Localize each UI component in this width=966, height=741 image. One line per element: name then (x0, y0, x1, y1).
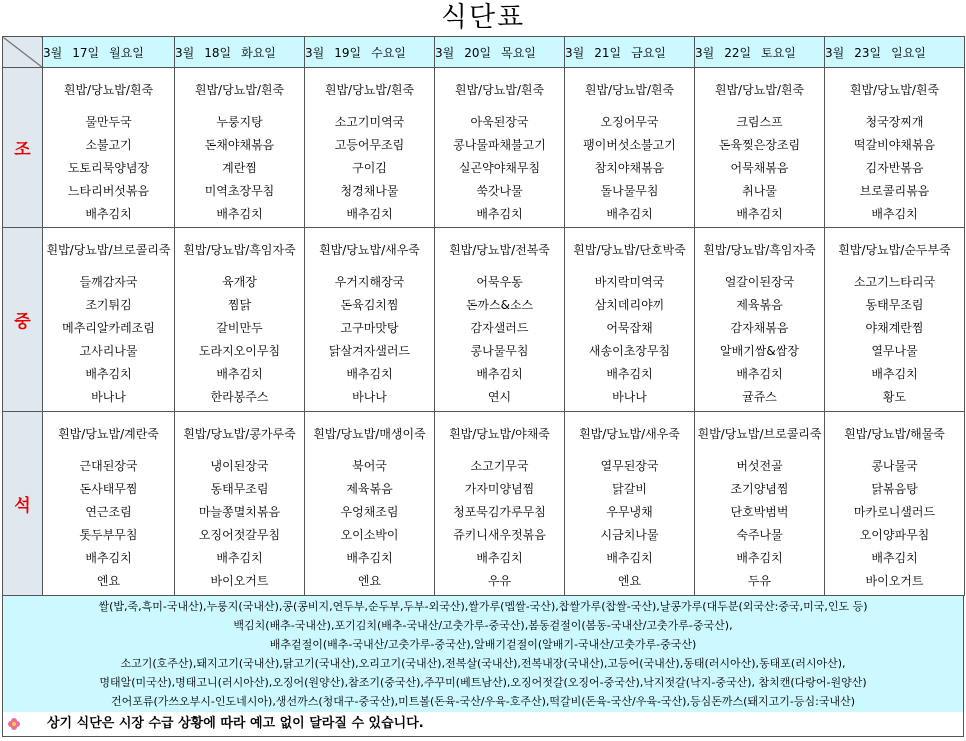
dish-item: 엔요 (357, 574, 382, 588)
dish-item: 팽이버섯소불고기 (583, 138, 676, 152)
origin-line: 쌀(밥,죽,흑미-국내산),누룽지(국내산),콩(콩비지,연두부,순두부,두부-외국산),쌀가루(멥쌀-국산),찹쌀가루(찹쌀-국산),날콩가루(대두분(외국산:중국,미국,인도 등) (98, 600, 868, 613)
dish-item: 쑥갓나물 (476, 184, 523, 198)
dish-item: 콩나물무침 (470, 344, 529, 358)
dish-item: 미역초장무침 (204, 184, 275, 198)
staple-item: 흰밥/당뇨밥/순두부죽 (838, 243, 951, 257)
dish-item: 바나나 (612, 390, 647, 404)
dish-item: 도토리묵양념장 (67, 161, 150, 175)
dish-item: 고사리나물 (79, 344, 138, 358)
dish-item: 닭갈비 (612, 482, 647, 496)
dish-item: 배추김치 (85, 207, 132, 221)
dish-item: 바이오거트 (210, 574, 269, 588)
lunch-row (3, 228, 965, 412)
staple-item: 흰밥/당뇨밥/흰죽 (63, 83, 154, 97)
menu-cell (43, 412, 175, 596)
dish-item: 취나물 (742, 184, 777, 198)
dish-item: 배추김치 (346, 367, 393, 381)
dish-item: 갈비만두 (216, 321, 263, 335)
staple-item: 흰밥/당뇨밥/흰죽 (849, 83, 940, 97)
dish-item: 배추김치 (736, 207, 783, 221)
dish-item: 고등어무조림 (334, 138, 405, 152)
dish-item: 들깨감자국 (79, 275, 138, 289)
dish-item: 콩나물국 (871, 459, 918, 473)
dish-item: 어묵우동 (476, 275, 523, 289)
dish-item: 마카로니샐러드 (853, 505, 936, 519)
dish-item: 어묵채볶음 (730, 161, 789, 175)
menu-cell (435, 68, 565, 228)
day-header: 3월 18일 화요일 (175, 37, 305, 68)
staple-item: 흰밥/당뇨밥/흑임자죽 (703, 243, 816, 257)
dish-item: 아욱된장국 (470, 115, 529, 129)
dish-item: 돈채야채볶음 (204, 138, 275, 152)
dish-item: 배추김치 (871, 551, 918, 565)
dish-item: 계란찜 (222, 161, 257, 175)
dish-item: 배추김치 (476, 551, 523, 565)
dish-item: 어묵잡채 (606, 321, 653, 335)
dish-item: 바지락미역국 (594, 275, 665, 289)
dish-item: 청포묵김가루무침 (453, 505, 546, 519)
dish-item: 배추김치 (736, 551, 783, 565)
staple-item: 흰밥/당뇨밥/브로콜리죽 (697, 427, 822, 441)
dish-item: 시금치나물 (600, 528, 659, 542)
dish-item: 삼치데리야끼 (594, 298, 665, 312)
dish-item: 단호박범벅 (730, 505, 789, 519)
menu-cell (565, 412, 695, 596)
dish-item: 귤쥬스 (742, 390, 777, 404)
menu-cell (435, 228, 565, 412)
menu-cell (305, 68, 435, 228)
staple-item: 흰밥/당뇨밥/흰죽 (584, 83, 675, 97)
dish-item: 배추김치 (476, 207, 523, 221)
dish-item: 감자채볶음 (730, 321, 789, 335)
dish-item: 고구마맛탕 (340, 321, 399, 335)
dish-item: 배추김치 (606, 367, 653, 381)
dish-item: 누룽지탕 (216, 115, 263, 129)
footer-text: 상기 식단은 시장 수급 상황에 따라 예고 없이 달라질 수 있습니다. (47, 716, 424, 731)
dish-item: 제육볶음 (736, 298, 783, 312)
dish-item: 숙주나물 (736, 528, 783, 542)
dish-item: 우거지해장국 (334, 275, 405, 289)
meal-label: 석 (3, 412, 43, 596)
menu-cell (695, 68, 825, 228)
dish-item: 새송이초장무침 (588, 344, 671, 358)
dish-item: 배추김치 (606, 551, 653, 565)
day-header: 3월 19일 수요일 (305, 37, 435, 68)
dish-item: 소불고기 (85, 138, 132, 152)
dish-item: 찜닭 (227, 298, 252, 312)
menu-cell (825, 412, 965, 596)
dish-item: 열무된장국 (600, 459, 659, 473)
dish-item: 배추김치 (606, 207, 653, 221)
dish-item: 소고기느타리국 (853, 275, 936, 289)
dish-item: 알배기쌈&쌈장 (720, 344, 799, 358)
staple-item: 흰밥/당뇨밥/브로콜리죽 (46, 243, 171, 257)
dish-item: 배추김치 (216, 207, 263, 221)
origin-line: 소고기(호주산),돼지고기(국내산),닭고기(국내산),오리고기(국내산),전복살(국내산),전복내장(국내산),고등어(국내산),동태(러시아산),동태포(러시아산), (120, 657, 846, 670)
dish-item: 야채계란찜 (865, 321, 924, 335)
dish-item: 오이소박이 (340, 528, 399, 542)
dish-item: 김자반볶음 (865, 161, 924, 175)
menu-cell (305, 228, 435, 412)
dish-item: 오징어젓갈무침 (198, 528, 281, 542)
dish-item: 구이김 (352, 161, 387, 175)
dish-item: 연시 (487, 390, 512, 404)
dish-item: 닭볶음탕 (871, 482, 918, 496)
dinner-row (3, 412, 965, 596)
dish-item: 돌나물무침 (600, 184, 659, 198)
staple-item: 흰밥/당뇨밥/흰죽 (194, 83, 285, 97)
dish-item: 배추김치 (85, 551, 132, 565)
dish-item: 조기튀김 (85, 298, 132, 312)
staple-item: 흰밥/당뇨밥/새우죽 (579, 427, 680, 441)
dish-item: 콩나물파채불고기 (453, 138, 546, 152)
menu-cell (175, 228, 305, 412)
menu-cell (695, 412, 825, 596)
menu-cell (43, 228, 175, 412)
dish-item: 배추김치 (871, 367, 918, 381)
dish-item: 배추김치 (346, 551, 393, 565)
dish-item: 톳두부무침 (79, 528, 138, 542)
dish-item: 버섯전골 (736, 459, 783, 473)
dish-item: 엔요 (96, 574, 121, 588)
dish-item: 브로콜리볶음 (859, 184, 930, 198)
dish-item: 우유 (487, 574, 512, 588)
dish-item: 두유 (747, 574, 772, 588)
header-row (3, 37, 965, 68)
day-header: 3월 17일 월요일 (43, 37, 175, 68)
dish-item: 육개장 (222, 275, 257, 289)
dish-item: 실곤약야채무침 (458, 161, 541, 175)
dish-item: 우엉채조림 (340, 505, 399, 519)
menu-cell (175, 68, 305, 228)
meal-label: 중 (3, 228, 43, 412)
menu-cell (825, 68, 965, 228)
dish-item: 메추리알카레조림 (62, 321, 155, 335)
dish-item: 북어국 (352, 459, 387, 473)
day-header: 3월 23일 일요일 (825, 37, 965, 68)
menu-cell (565, 228, 695, 412)
dish-item: 얼갈이된장국 (724, 275, 795, 289)
origin-line: 명태알(미국산),명태고니(러시아산),오징어(원양산),참조기(중국산),주꾸미(베트남산),오징어젓갈(오징어-중국산),낙지젓갈(낙지-중국산), 참치캔(다랑어-원양산) (99, 676, 867, 689)
dish-item: 돈까스&소스 (465, 298, 534, 312)
menu-cell (435, 412, 565, 596)
dish-item: 바이오거트 (865, 574, 924, 588)
menu-cell (565, 68, 695, 228)
dish-item: 돈사태무찜 (79, 482, 138, 496)
dish-item: 배추김치 (346, 207, 393, 221)
dish-item: 냉이된장국 (210, 459, 269, 473)
dish-item: 가자미양념찜 (464, 482, 535, 496)
staple-item: 흰밥/당뇨밥/해물죽 (844, 427, 945, 441)
staple-item: 흰밥/당뇨밥/흰죽 (714, 83, 805, 97)
corner-cell (3, 37, 43, 68)
dish-item: 황도 (882, 390, 907, 404)
staple-item: 흰밥/당뇨밥/야채죽 (449, 427, 550, 441)
dish-item: 연근조림 (85, 505, 132, 519)
dish-item: 떡갈비야채볶음 (853, 138, 936, 152)
dish-item: 청국장찌개 (865, 115, 924, 129)
breakfast-row (3, 68, 965, 228)
staple-item: 흰밥/당뇨밥/흰죽 (324, 83, 415, 97)
dish-item: 느타리버섯볶음 (67, 184, 150, 198)
dish-item: 오징어무국 (600, 115, 659, 129)
dish-item: 청경채나물 (340, 184, 399, 198)
dish-item: 동태무조림 (210, 482, 269, 496)
dish-item: 배추김치 (216, 551, 263, 565)
menu-cell (43, 68, 175, 228)
day-header: 3월 21일 금요일 (565, 37, 695, 68)
dish-item: 소고기무국 (470, 459, 529, 473)
flower-icon (7, 717, 21, 731)
dish-item: 동태무조림 (865, 298, 924, 312)
menu-cell (695, 228, 825, 412)
staple-item: 흰밥/당뇨밥/흰죽 (454, 83, 545, 97)
dish-item: 바나나 (352, 390, 387, 404)
dish-item: 근대된장국 (79, 459, 138, 473)
dish-item: 배추김치 (216, 367, 263, 381)
menu-cell (305, 412, 435, 596)
dish-item: 조기양념찜 (730, 482, 789, 496)
meal-label: 조 (3, 68, 43, 228)
dish-item: 배추김치 (476, 367, 523, 381)
day-header: 3월 22일 토요일 (695, 37, 825, 68)
dish-item: 한라봉주스 (210, 390, 269, 404)
dish-item: 바나나 (91, 390, 126, 404)
dish-item: 돈육김치찜 (340, 298, 399, 312)
staple-item: 흰밥/당뇨밥/매생이죽 (313, 427, 426, 441)
origin-info (2, 596, 964, 712)
staple-item: 흰밥/당뇨밥/콩가루죽 (183, 427, 296, 441)
dish-item: 엔요 (617, 574, 642, 588)
staple-item: 흰밥/당뇨밥/단호박죽 (573, 243, 686, 257)
dish-item: 배추김치 (871, 207, 918, 221)
dish-item: 참치야채볶음 (594, 161, 665, 175)
menu-cell (175, 412, 305, 596)
footer-notice (2, 712, 964, 737)
dish-item: 배추김치 (736, 367, 783, 381)
dish-item: 감자샐러드 (470, 321, 529, 335)
day-header: 3월 20일 목요일 (435, 37, 565, 68)
staple-item: 흰밥/당뇨밥/새우죽 (319, 243, 420, 257)
menu-cell (825, 228, 965, 412)
dish-item: 물만두국 (85, 115, 132, 129)
origin-line: 배추겉절이(배추-국내산/고춧가루-중국산),알배기겉절이(알배기-국내산/고춧가루-중국산) (269, 638, 697, 651)
origin-line: 건어포류(가쓰오부시-인도네시아),생선까스(청대구-중국산),미트볼(돈육-국산/우육-호주산),떡갈비(돈육-국산/우육-국산),등심돈까스(돼지고기-등심:국내산) (111, 695, 855, 708)
staple-item: 흰밥/당뇨밥/흑임자죽 (183, 243, 296, 257)
dish-item: 마늘쫑멸치볶음 (198, 505, 281, 519)
origin-line: 백김치(배추-국내산),포기김치(배추-국내산/고춧가루-중국산),봄동겉절이(봄동-국내산/고춧가루-중국산), (233, 619, 733, 632)
dish-item: 돈육찢은장조림 (718, 138, 801, 152)
dish-item: 도라지오이무침 (198, 344, 281, 358)
staple-item: 흰밥/당뇨밥/계란죽 (58, 427, 159, 441)
staple-item: 흰밥/당뇨밥/전복죽 (449, 243, 550, 257)
dish-item: 배추김치 (85, 367, 132, 381)
menu-table (2, 36, 965, 596)
dish-item: 쥬키니새우젓볶음 (453, 528, 546, 542)
page-title: 식단표 (440, 2, 526, 33)
dish-item: 오이양파무침 (859, 528, 930, 542)
dish-item: 제육볶음 (346, 482, 393, 496)
dish-item: 닭살겨자샐러드 (328, 344, 411, 358)
dish-item: 열무나물 (871, 344, 918, 358)
dish-item: 소고기미역국 (334, 115, 405, 129)
dish-item: 크림스프 (736, 115, 783, 129)
dish-item: 우무냉채 (606, 505, 653, 519)
